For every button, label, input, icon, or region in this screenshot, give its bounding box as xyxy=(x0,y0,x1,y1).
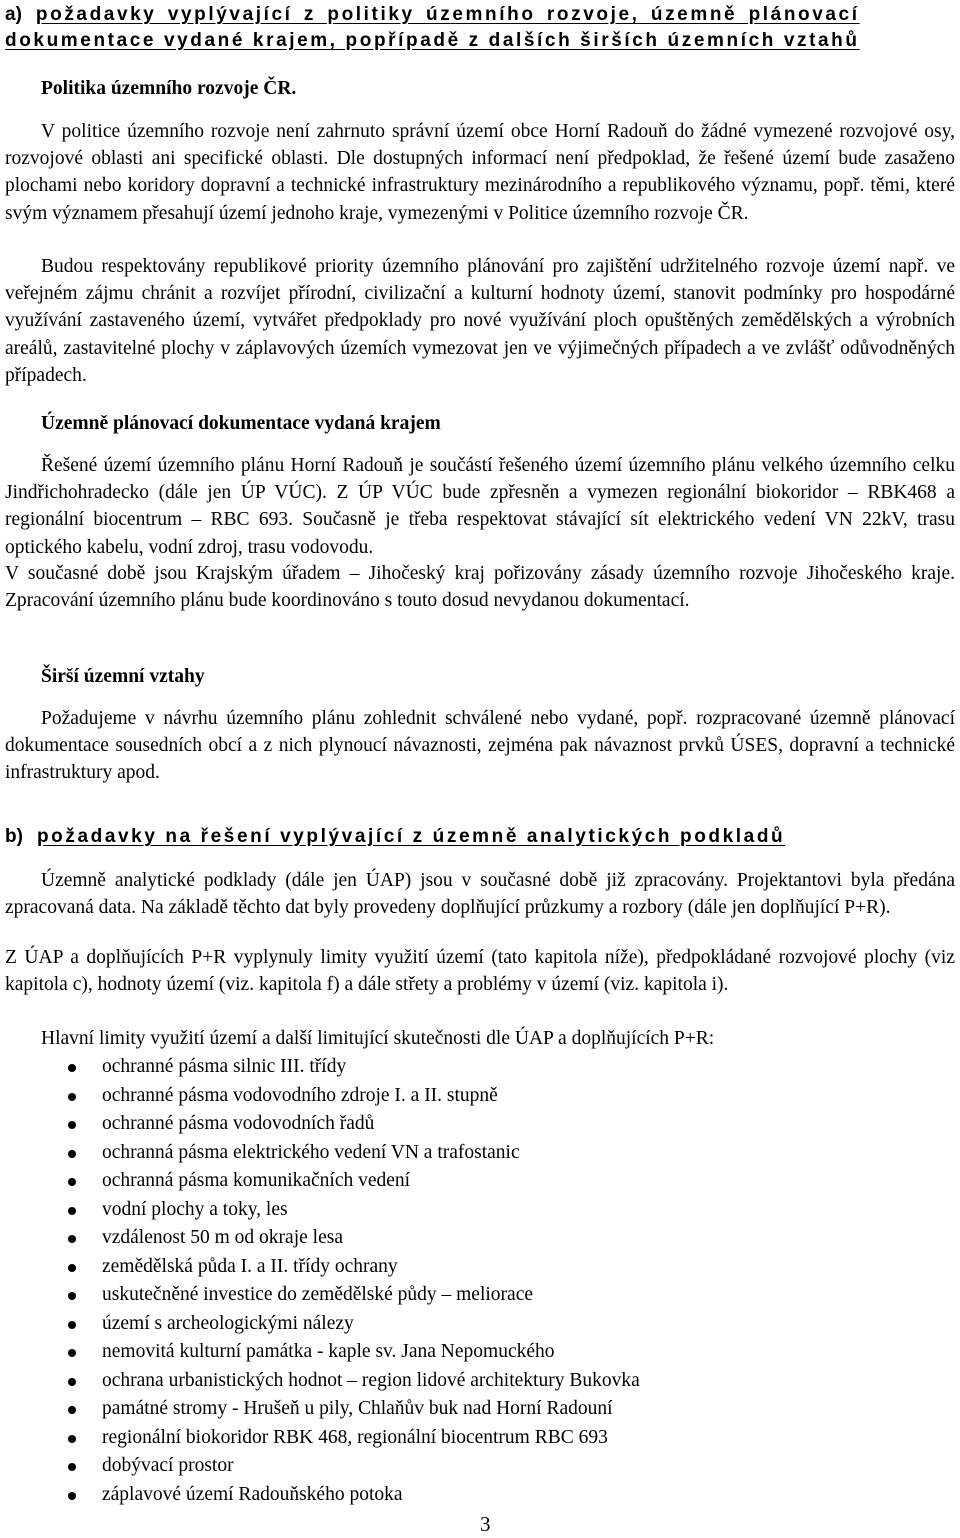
section-a-heading xyxy=(5,2,860,54)
section-a-title-line2: dokumentace vydané krajem, popřípadě z dalších širších územních vztahů xyxy=(5,30,860,51)
list-item: regionální biokoridor RBK 468, regionální biocentrum RBC 693 xyxy=(5,1424,955,1453)
list-item: území s archeologickými nálezy xyxy=(5,1310,955,1339)
section-b-heading xyxy=(5,826,785,848)
upd-paragraph-2: V současné době jsou Krajským úřadem – Jihočeský kraj pořizovány zásady územního rozvoje Jihočeského kraje. Zpracování územního plánu bude koordinováno s touto dosud nevydanou dokumentací. xyxy=(5,563,955,612)
list-intro: Hlavní limity využití území a další limitující skutečnosti dle ÚAP a doplňujících P+R: xyxy=(41,1028,715,1049)
politika-heading: Politika územního rozvoje ČR. xyxy=(41,78,297,99)
section-a-letter: a) xyxy=(5,4,22,25)
section-b-letter: b) xyxy=(5,826,23,847)
list-item: dobývací prostor xyxy=(5,1452,955,1481)
list-item: ochrana urbanistických hodnot – region lidové architektury Bukovka xyxy=(5,1367,955,1396)
section-b-paragraph-1: Územně analytické podklady (dále jen ÚAP) jsou v současné době již zpracovány. Projektantovi byla předána zpracovaná data. Na základě těchto dat byly provedeny doplňující průzkumy a rozbory (dále jen doplňující P+R). xyxy=(5,870,955,919)
politika-paragraph-1: V politice územního rozvoje není zahrnuto správní území obce Horní Radouň do žádné vymezené rozvojové osy, rozvojové oblasti ani specifické oblasti. Dle dostupných informací není předpoklad, že řešené území bude zasaženo plochami nebo koridory dopravní a technické infrastruktury mezinárodního a republikového významu, popř. těmi, které svým významem přesahují území jednoho kraje, vymezenými v Politice územního rozvoje ČR. xyxy=(5,121,955,224)
politika-paragraph-2: Budou respektovány republikové priority územního plánování pro zajištění udržitelného rozvoje území např. ve veřejném zájmu chránit a rozvíjet přírodní, civilizační a kulturní hodnoty území, stanovit podmínky pro hospodárné využívání zastaveného území, vytvářet předpoklady pro nové využívání ploch opuštěných zemědělských a výrobních areálů, zastavitelné plochy v záplavových územích vymezovat jen ve výjimečných případech a ve zvlášť odůvodněných případech. xyxy=(5,256,955,386)
list-item: vodní plochy a toky, les xyxy=(5,1196,955,1225)
upd-paragraph-1: Řešené území územního plánu Horní Radouň je součástí řešeného území územního plánu velkého územního celku Jindřichohradecko (dále jen ÚP VÚC). Z ÚP VÚC bude zpřesněn a vymezen regionální biokoridor – RBK468 a regionální biocentrum – RBC 693. Současně je třeba respektovat stávající sít elektrického vedení VN 22kV, trasu optického kabelu, vodní zdroj, trasu vodovodu. xyxy=(5,455,955,558)
list-item: záplavové území Radouňského potoka xyxy=(5,1481,955,1510)
list-item: nemovitá kulturní památka - kaple sv. Jana Nepomuckého xyxy=(5,1338,955,1367)
list-item: památné stromy - Hrušeň u pily, Chlaňův buk nad Horní Radouní xyxy=(5,1395,955,1424)
list-item: ochranné pásma vodovodního zdroje I. a II. stupně xyxy=(5,1082,955,1111)
sirsi-heading: Širší územní vztahy xyxy=(41,666,205,687)
upd-heading: Územně plánovací dokumentace vydaná krajem xyxy=(41,413,441,434)
limits-list xyxy=(5,1053,955,1509)
list-item: ochranné pásma vodovodních řadů xyxy=(5,1110,955,1139)
list-item: ochranné pásma silnic III. třídy xyxy=(5,1053,955,1082)
section-b-paragraph-2: Z ÚAP a doplňujících P+R vyplynuly limity využití území (tato kapitola níže), předpokládané rozvojové plochy (viz kapitola c), hodnoty území (viz. kapitola f) a dále střety a problémy v území (viz. kapitola i). xyxy=(5,947,955,996)
list-item: uskutečněné investice do zemědělské půdy – meliorace xyxy=(5,1281,955,1310)
list-item: ochranná pásma komunikačních vedení xyxy=(5,1167,955,1196)
sirsi-paragraph-1: Požadujeme v návrhu územního plánu zohlednit schválené nebo vydané, popř. rozpracované územně plánovací dokumentace sousedních obcí a z nich plynoucí návaznosti, zejména pak návaznost prvků ÚSES, dopravní a technické infrastruktury apod. xyxy=(5,708,955,784)
page-number: 3 xyxy=(480,1512,491,1536)
section-a-title-line1: požadavky vyplývající z politiky územního rozvoje, územně plánovací xyxy=(35,4,860,25)
list-item: ochranná pásma elektrického vedení VN a trafostanic xyxy=(5,1139,955,1168)
list-item: vzdálenost 50 m od okraje lesa xyxy=(5,1224,955,1253)
list-item: zemědělská půda I. a II. třídy ochrany xyxy=(5,1253,955,1282)
section-b-title: požadavky na řešení vyplývající z územně analytických podkladů xyxy=(36,826,786,847)
